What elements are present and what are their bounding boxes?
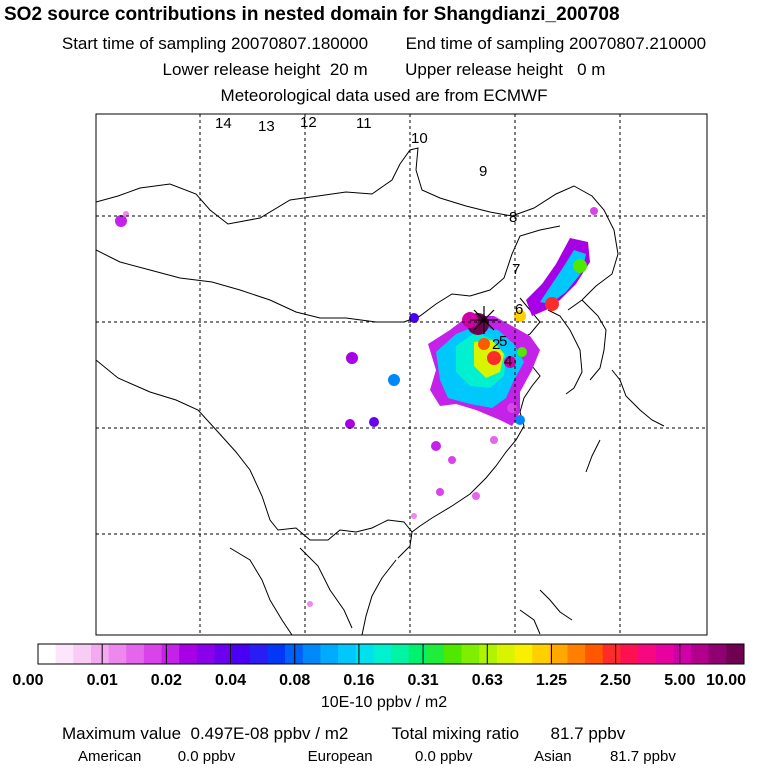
colorbar-tick-label: 0.04	[214, 672, 247, 689]
colorbar-swatch	[38, 644, 56, 664]
total-label: Total mixing ratio	[391, 724, 520, 743]
colorbar-swatch	[391, 644, 409, 664]
traj-label: 9	[479, 163, 488, 180]
max-label: Maximum value	[62, 724, 182, 743]
european-value: 0.0 ppbv	[415, 748, 473, 765]
colorbar-swatch	[144, 644, 162, 664]
colorbar-swatch	[585, 644, 603, 664]
traj-label: 12	[300, 114, 317, 131]
upper-value: 0 m	[577, 60, 606, 79]
colorbar-tick-label: 0.08	[279, 672, 311, 689]
colorbar-swatch	[550, 644, 568, 664]
colorbar-tick-label: 2.50	[600, 672, 632, 689]
colorbar-swatch	[656, 644, 674, 664]
traj-label: 14	[215, 115, 232, 132]
colorbar-swatch	[338, 644, 356, 664]
traj-label: 4	[504, 353, 513, 370]
colorbar	[38, 644, 745, 664]
traj-label: 7	[512, 261, 521, 278]
colorbar-swatch	[479, 644, 497, 664]
european-label: European	[307, 748, 373, 765]
colorbar-tick-label: 0.02	[150, 672, 182, 689]
colorbar-tick-label: 0.63	[471, 672, 503, 689]
colorbar-swatch	[303, 644, 321, 664]
asian-label: Asian	[534, 748, 572, 765]
colorbar-swatch	[409, 644, 427, 664]
start-label: Start time of sampling	[61, 34, 227, 53]
colorbar-swatch	[444, 644, 462, 664]
colorbar-swatch	[373, 644, 391, 664]
concentration-plume	[115, 207, 598, 607]
colorbar-swatch	[126, 644, 144, 664]
lower-value: 20 m	[329, 60, 368, 79]
colorbar-tick-label: 0.31	[407, 672, 439, 689]
colorbar-swatch	[568, 644, 586, 664]
colorbar-swatch	[267, 644, 285, 664]
colorbar-tick-label: 1.25	[535, 672, 568, 689]
traj-label: 5	[499, 333, 508, 350]
american-value: 0.0 ppbv	[177, 748, 236, 765]
colorbar-swatch	[91, 644, 109, 664]
colorbar-swatch	[709, 644, 727, 664]
start-value: 20070807.180000	[231, 34, 369, 53]
asian-value: 81.7 ppbv	[609, 748, 676, 765]
colorbar-tick-label: 0.01	[86, 672, 118, 689]
colorbar-swatch	[673, 644, 691, 664]
colorbar-swatch	[603, 644, 621, 664]
colorbar-tick-label: 0.00	[12, 672, 44, 689]
colorbar-swatch	[462, 644, 480, 664]
summary-stats	[62, 724, 625, 744]
traj-label: 13	[258, 118, 275, 135]
max-value: 0.497E-08 ppbv / m2	[190, 724, 349, 743]
colorbar-swatch	[56, 644, 74, 664]
map-area	[96, 148, 664, 635]
colorbar-swatch	[250, 644, 268, 664]
colorbar-swatch	[109, 644, 127, 664]
colorbar-swatch	[638, 644, 656, 664]
traj-label: 6	[515, 301, 524, 318]
colorbar-swatch	[515, 644, 533, 664]
end-label: End time of sampling	[405, 34, 565, 53]
colorbar-swatch	[232, 644, 250, 664]
colorbar-swatch	[320, 644, 338, 664]
colorbar-swatch	[620, 644, 638, 664]
traj-label: 11	[356, 115, 372, 132]
colorbar-swatch	[179, 644, 197, 664]
upper-label: Upper release height	[405, 60, 563, 79]
colorbar-swatch	[197, 644, 215, 664]
american-label: American	[78, 748, 142, 765]
star-icon	[470, 306, 498, 334]
traj-label: 10	[411, 130, 428, 147]
traj-label: 2	[492, 336, 501, 353]
page-title: SO2 source contributions in nested domain for Shangdianzi_200708	[4, 4, 620, 25]
region-breakdown	[78, 748, 676, 765]
colorbar-tick-label: 0.16	[343, 672, 375, 689]
colorbar-swatch	[426, 644, 444, 664]
total-value: 81.7 ppbv	[550, 724, 626, 743]
colorbar-swatch	[162, 644, 180, 664]
coastline-borders	[96, 148, 664, 635]
colorbar-swatch	[726, 644, 744, 664]
colorbar-swatch	[73, 644, 91, 664]
met-data-line: Meteorological data used are from ECMWF	[220, 86, 548, 105]
colorbar-tick-label: 5.00	[664, 672, 696, 689]
colorbar-unit: 10E-10 ppbv / m2	[320, 694, 448, 711]
colorbar-swatch	[285, 644, 303, 664]
colorbar-swatch	[215, 644, 233, 664]
colorbar-tick-label: 10.00	[705, 672, 747, 689]
colorbar-swatch	[532, 644, 550, 664]
lower-label: Lower release height	[162, 60, 321, 79]
colorbar-swatch	[691, 644, 709, 664]
colorbar-swatch	[497, 644, 515, 664]
traj-label: 8	[509, 209, 518, 226]
end-value: 20070807.210000	[569, 34, 707, 53]
